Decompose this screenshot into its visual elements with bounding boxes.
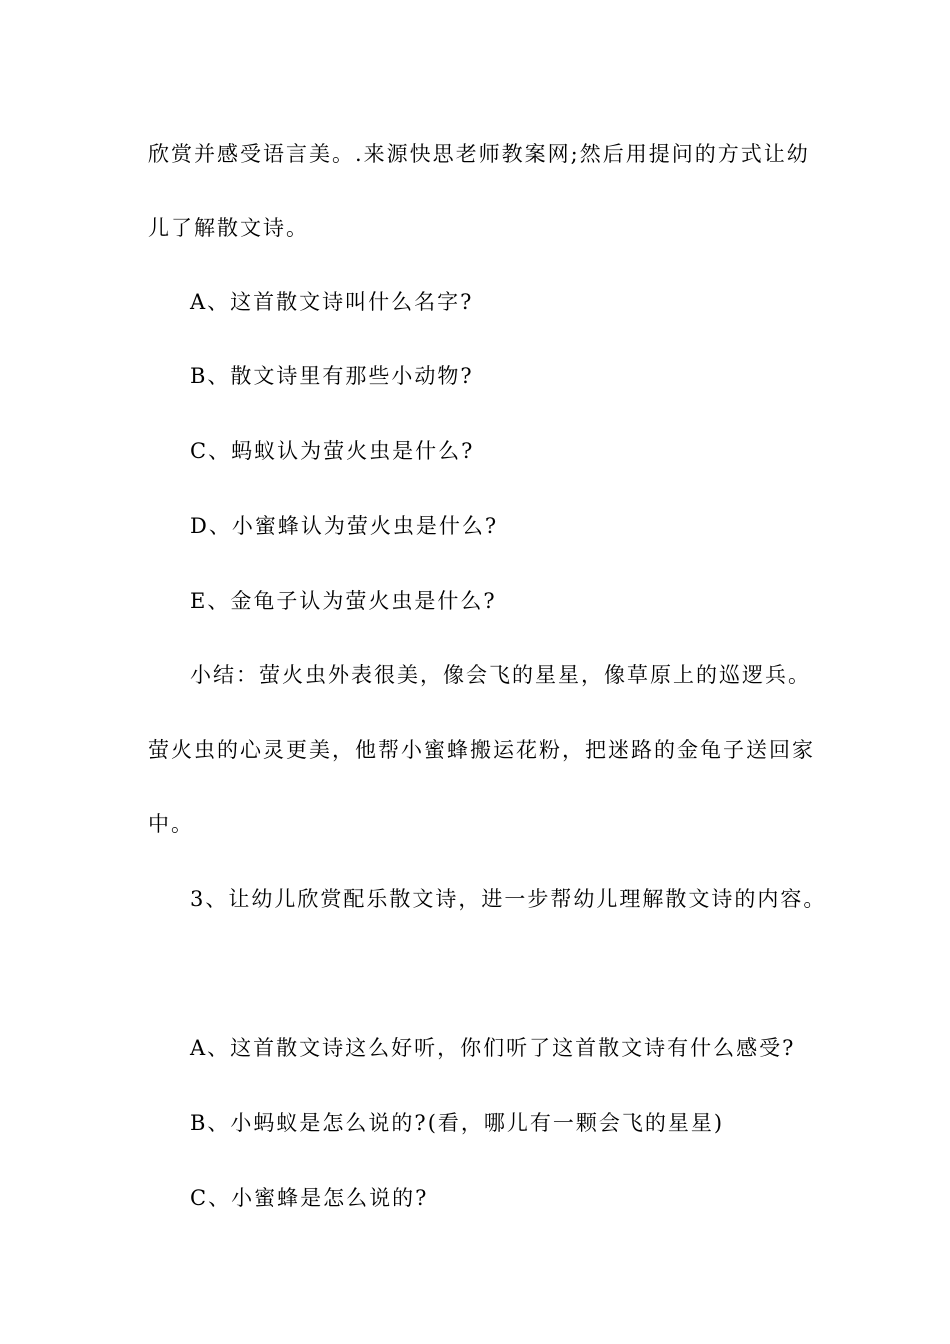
paragraph-intro-line-1: 欣赏并感受语言美。.来源快思老师教案网;然后用提问的方式让幼	[148, 142, 810, 166]
question-e-beetle: E、金龟子认为萤火虫是什么?	[190, 589, 497, 613]
summary-line-1: 小结：萤火虫外表很美，像会飞的星星，像草原上的巡逻兵。	[190, 663, 811, 687]
question-d-bee: D、小蜜蜂认为萤火虫是什么?	[190, 514, 499, 538]
paragraph-intro-line-2: 儿了解散文诗。	[148, 216, 309, 240]
question-b-animals: B、散文诗里有那些小动物?	[190, 364, 474, 388]
question-a-name: A、这首散文诗叫什么名字?	[190, 290, 474, 314]
question-c-ant: C、蚂蚁认为萤火虫是什么?	[190, 439, 475, 463]
question-b-ant-said: B、小蚂蚁是怎么说的?(看，哪儿有一颗会飞的星星)	[190, 1111, 725, 1135]
summary-line-3: 中。	[148, 812, 194, 836]
summary-line-2: 萤火虫的心灵更美，他帮小蜜蜂搬运花粉，把迷路的金龟子送回家	[148, 738, 815, 762]
step-3-heading: 3、让幼儿欣赏配乐散文诗，进一步帮幼儿理解散文诗的内容。	[190, 887, 827, 911]
question-a-feeling: A、这首散文诗这么好听，你们听了这首散文诗有什么感受?	[190, 1036, 796, 1060]
question-c-bee-said: C、小蜜蜂是怎么说的?	[190, 1186, 429, 1210]
